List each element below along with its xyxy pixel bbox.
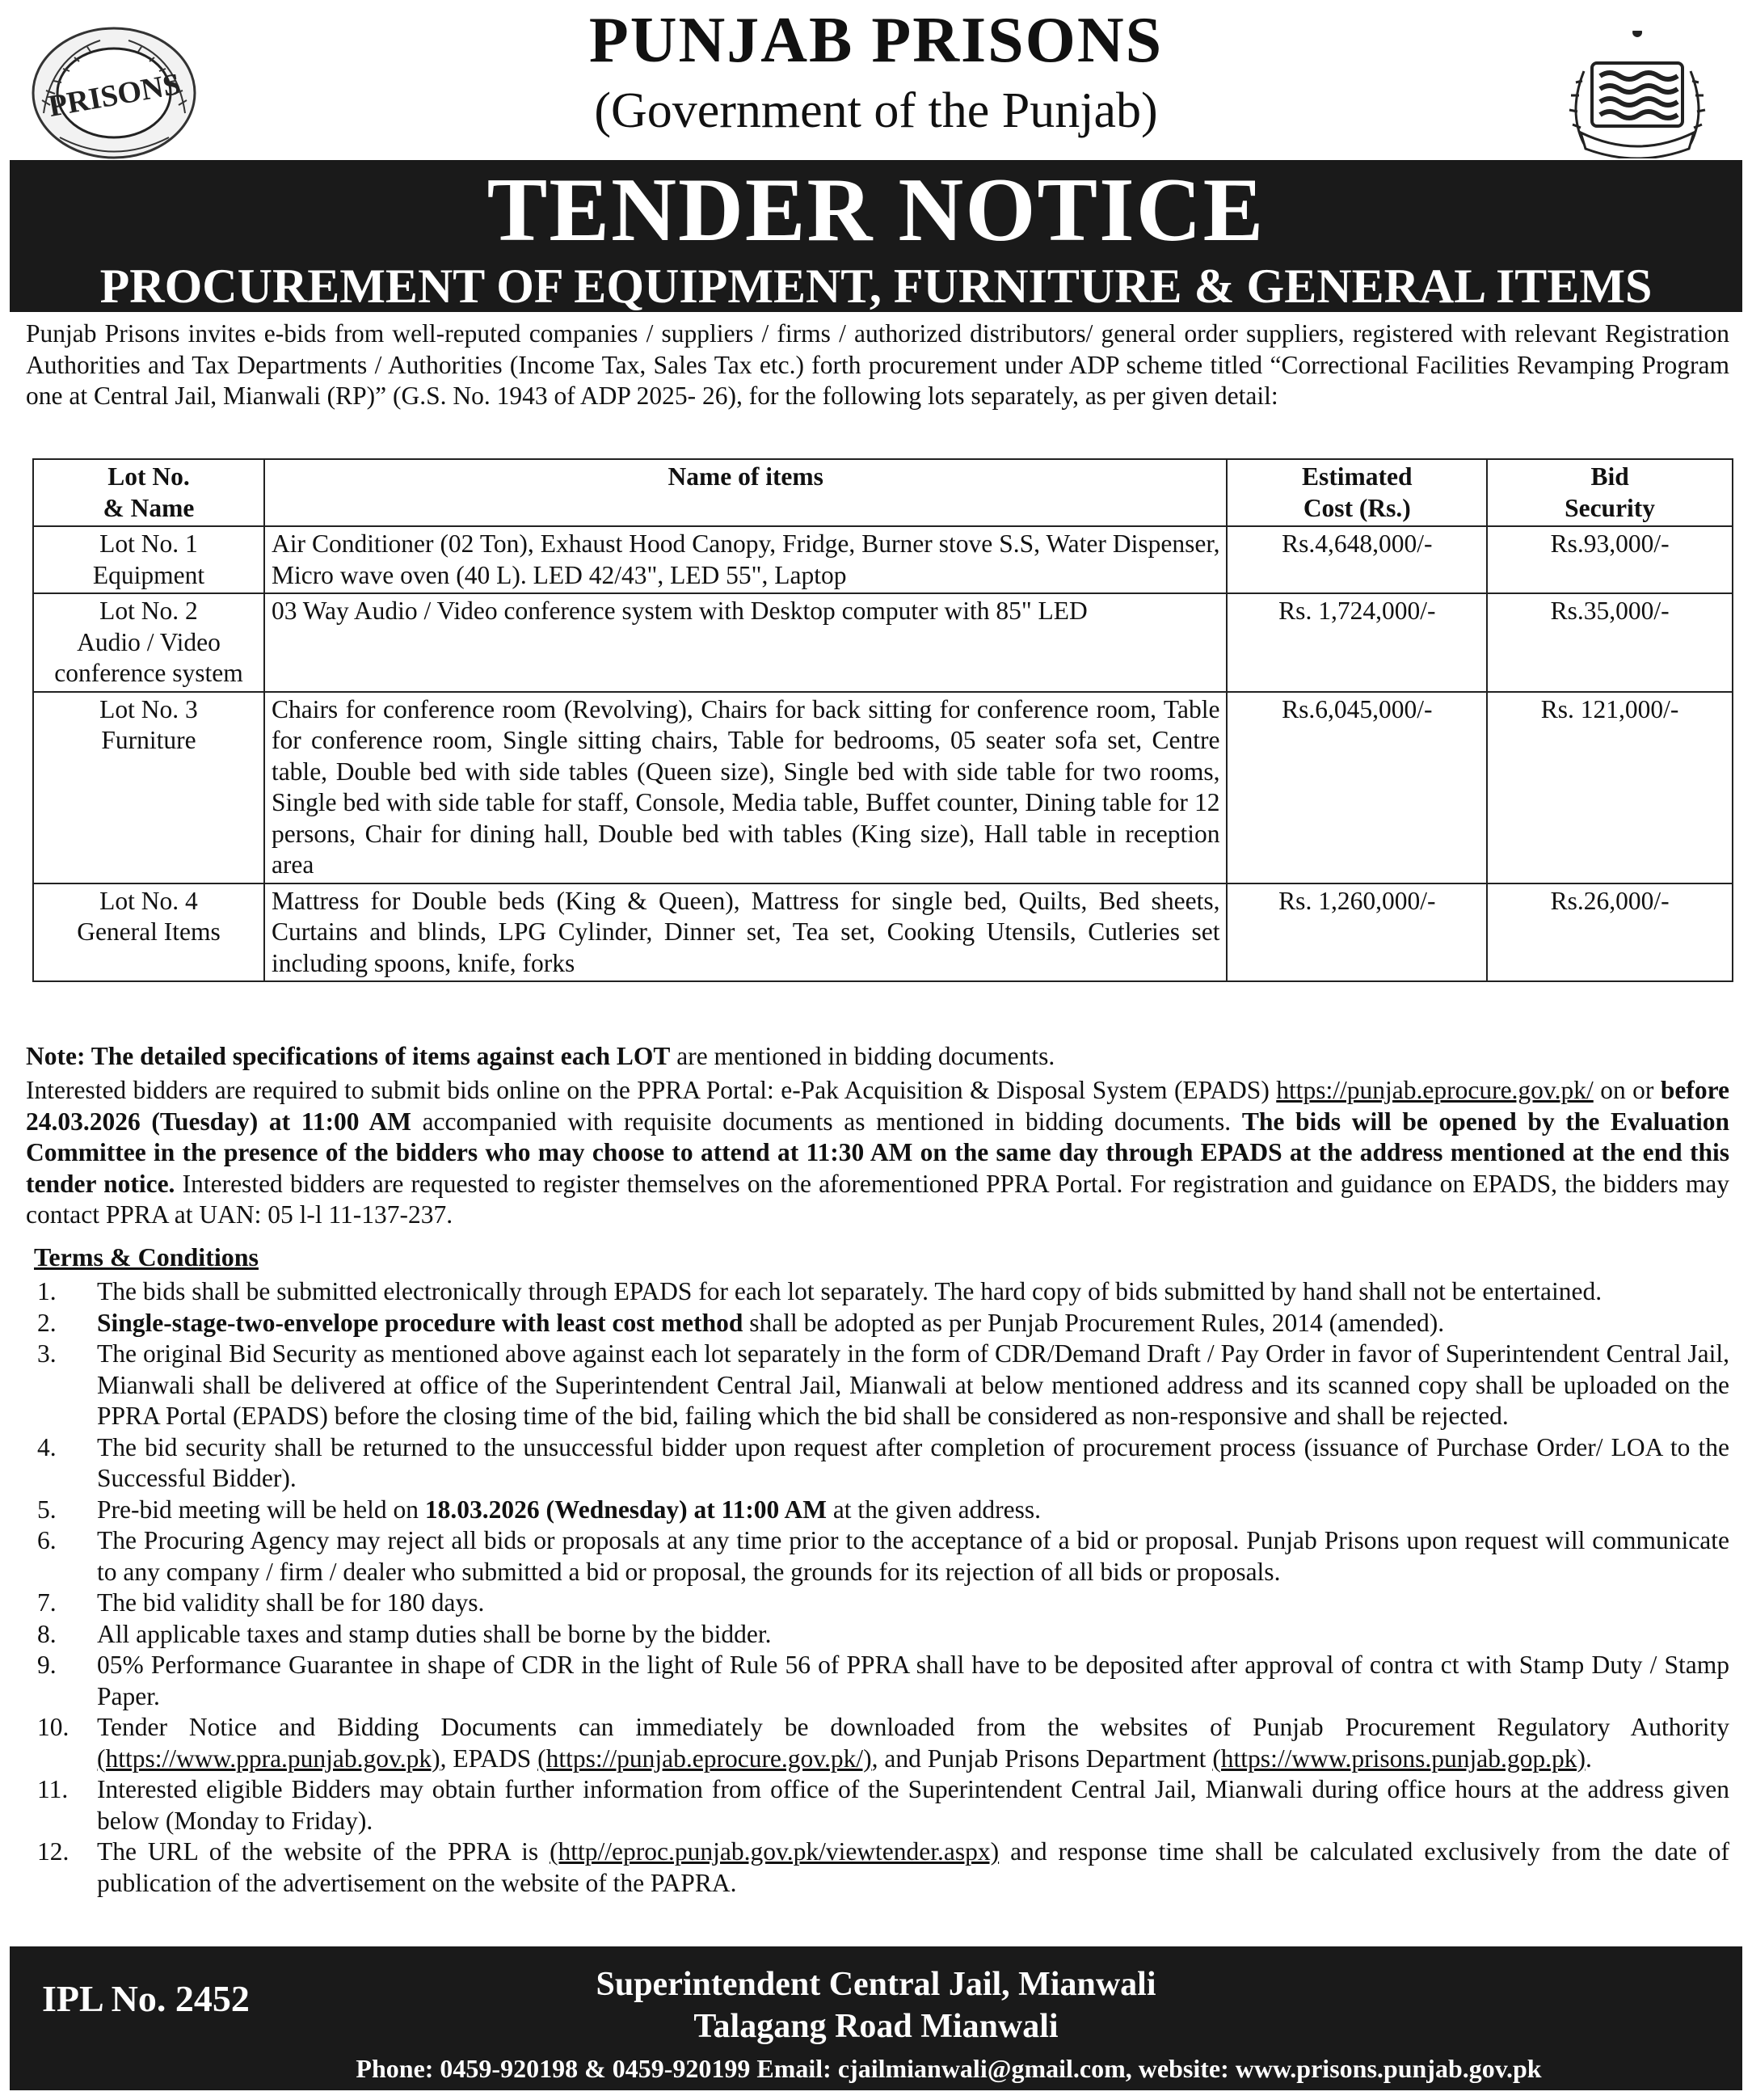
prisons-dept-link[interactable]: (https://www.prisons.punjab.gop.pk) [1212, 1744, 1586, 1773]
ppra-link[interactable]: (https://www.ppra.punjab.gov.pk) [97, 1744, 440, 1773]
header-cost: Estimated Cost (Rs.) [1227, 459, 1487, 526]
svg-text:PRISONS: PRISONS [45, 66, 183, 124]
cost-cell: Rs. 1,260,000/- [1227, 883, 1487, 982]
list-item: 11. Interested eligible Bidders may obtain further information from office of the Superintendent Central Jail, Mianwali during office hours at the address given below (Monday to Friday). [37, 1775, 1729, 1835]
security-cell: Rs.93,000/- [1487, 526, 1733, 593]
list-item: 12. The URL of the website of the PPRA is (http//eproc.punjab.gov.pk/viewtender.aspx) and response time shall be calculated exclusively from the date of publication of the advertisement on the website of the PAPRA. [37, 1837, 1729, 1897]
list-item: 4. The bid security shall be returned to the unsuccessful bidder upon request after completion of procurement process (issuance of Purchase Order/ LOA to the Successful Bidder). [37, 1432, 1729, 1492]
table-header-row [33, 459, 1733, 526]
page-subtitle: (Government of the Punjab) [594, 83, 1158, 138]
list-item: 2. Single-stage-two-envelope procedure with least cost method shall be adopted as per Punjab Procurement Rules, 2014 (amended). [37, 1308, 1445, 1337]
items-cell: Chairs for conference room (Revolving), Chairs for back sitting for conference room, Table for conference room, Single sitting chairs, Table for bedrooms, 05 seater sofa set, Centre table, Double bed with side tables (Queen size), Single bed with side table for two rooms, Single bed with side table for staff, Console, Media table, Buffet counter, Dining table for 12 persons, Chair for dining hall, Double bed with tables (King size), Hall table in reception area [264, 692, 1228, 883]
ipl-number: IPL No. 2452 [42, 1978, 250, 2019]
lot-cell: Lot No. 2 Audio / Video conference system [33, 593, 264, 692]
footer-address: Talagang Road Mianwali [693, 2008, 1059, 2045]
items-cell: 03 Way Audio / Video conference system with Desktop computer with 85" LED [264, 593, 1228, 692]
banner-title: TENDER NOTICE [486, 160, 1266, 260]
lots-table [32, 458, 1733, 982]
list-item: 5. Pre-bid meeting will be held on 18.03.2026 (Wednesday) at 11:00 AM at the given address. [37, 1495, 1041, 1524]
intro-paragraph: Punjab Prisons invites e-bids from well-reputed companies / suppliers / firms / authorized distributors/ general order suppliers, registered with relevant Registration Authorities and Tax Departments / Authorities (Income Tax, Sales Tax etc.) forth procurement under ADP scheme titled “Correctional Facilities Revamping Program one at Central Jail, Mianwali (RP)” (G.S. No. 1943 of ADP 2025- 26), for the following lots separately, as per given detail: [26, 319, 1729, 410]
header-security: Bid Security [1487, 459, 1733, 526]
header-items: Name of items [264, 459, 1228, 526]
banner-subtitle: PROCUREMENT OF EQUIPMENT, FURNITURE & GENERAL ITEMS [99, 259, 1653, 313]
security-cell: Rs. 121,000/- [1487, 692, 1733, 883]
table-row [33, 883, 1733, 982]
list-item: 10. Tender Notice and Bidding Documents can immediately be downloaded from the websites of Punjab Procurement Regulatory Authority (https://www.ppra.punjab.gov.pk), EPADS (https://punjab.eprocure.gov.pk/), and Punjab Prisons Department (https://www.prisons.punjab.gop.pk). [37, 1713, 1729, 1773]
footer-office: Superintendent Central Jail, Mianwali [596, 1966, 1156, 2003]
ppra-viewtender-link[interactable]: (http//eproc.punjab.gov.pk/viewtender.aspx) [550, 1837, 1000, 1866]
items-cell: Mattress for Double beds (King & Queen), Mattress for single bed, Quilts, Bed sheets, Curtains and blinds, LPG Cylinder, Dinner set, Tea set, Cooking Utensils, Cutleries set including spoons, knife, forks [264, 883, 1228, 982]
security-cell: Rs.26,000/- [1487, 883, 1733, 982]
epads-link[interactable]: (https://punjab.eprocure.gov.pk/) [537, 1744, 872, 1773]
list-item: 3. The original Bid Security as mentioned above against each lot separately in the form of CDR/Demand Draft / Pay Order in favor of Superintendent Central Jail, Mianwali shall be delivered at office of the Superintendent Central Jail, Mianwali at below mentioned address and its scanned copy shall be uploaded on the PPRA Portal (EPADS) before the closing time of the bid, failing which the bid shall be considered as non-responsive and shall be rejected. [37, 1339, 1729, 1430]
tender-banner [10, 160, 1742, 312]
header-lot: Lot No. & Name [33, 459, 264, 526]
list-item: 9. 05% Performance Guarantee in shape of CDR in the light of Rule 56 of PPRA shall have to be deposited after approval of contra ct with Stamp Duty / Stamp Paper. [37, 1651, 1729, 1710]
table-row [33, 692, 1733, 883]
cost-cell: Rs. 1,724,000/- [1227, 593, 1487, 692]
page-title: PUNJAB PRISONS [588, 5, 1164, 76]
lot-cell: Lot No. 1 Equipment [33, 526, 264, 593]
list-item: 7. The bid validity shall be for 180 days. [37, 1588, 485, 1617]
cost-cell: Rs.4,648,000/- [1227, 526, 1487, 593]
epads-link[interactable]: https://punjab.eprocure.gov.pk/ [1276, 1076, 1594, 1104]
bid-submission-paragraph: Interested bidders are required to submit bids online on the PPRA Portal: e-Pak Acquisition & Disposal System (EPADS) https://punjab.eprocure.gov.pk/ on or before 24.03.2026 (Tuesday) at 11:00 AM accompanied with requisite documents as mentioned in bidding documents. The bids will be opened by the Evaluation Committee in the presence of the bidders who may choose to attend at 11:30 AM on the same day through EPADS at the address mentioned at the end this tender notice. Interested bidders are requested to register themselves on the aforementioned PPRA Portal. For registration and guidance on EPADS, the bidders may contact PPRA at UAN: 05 l-l 11-137-237. [26, 1076, 1730, 1229]
lot-cell: Lot No. 4 General Items [33, 883, 264, 982]
lot-cell: Lot No. 3 Furniture [33, 692, 264, 883]
list-item: 8. All applicable taxes and stamp duties shall be borne by the bidder. [37, 1619, 772, 1648]
security-cell: Rs.35,000/- [1487, 593, 1733, 692]
terms-heading: Terms & Conditions [34, 1242, 259, 1271]
items-cell: Air Conditioner (02 Ton), Exhaust Hood Canopy, Fridge, Burner stove S.S, Water Dispenser, Micro wave oven (40 L). LED 42/43", LED 55", Laptop [264, 526, 1228, 593]
note-paragraph: Note: The detailed specifications of items against each LOT are mentioned in bidding documents. [26, 1042, 1055, 1070]
terms-list [0, 1276, 1752, 1899]
list-item: 1. The bids shall be submitted electronically through EPADS for each lot separately. The hard copy of bids submitted by hand shall not be entertained. [37, 1277, 1602, 1305]
cost-cell: Rs.6,045,000/- [1227, 692, 1487, 883]
list-item: 6. The Procuring Agency may reject all bids or proposals at any time prior to the acceptance of a bid or proposal. Punjab Prisons upon request will communicate to any company / firm / dealer who submitted a bid or proposal, the grounds for its rejection of all bids or proposals. [37, 1526, 1729, 1586]
table-row [33, 593, 1733, 692]
table-row [33, 526, 1733, 593]
footer-contact-details: Phone: 0459-920198 & 0459-920199 Email: cjailmianwali@gmail.com, website: www.prisons.punjab.gov.pk [356, 2054, 1542, 2083]
footer-contact [10, 1946, 1742, 2090]
